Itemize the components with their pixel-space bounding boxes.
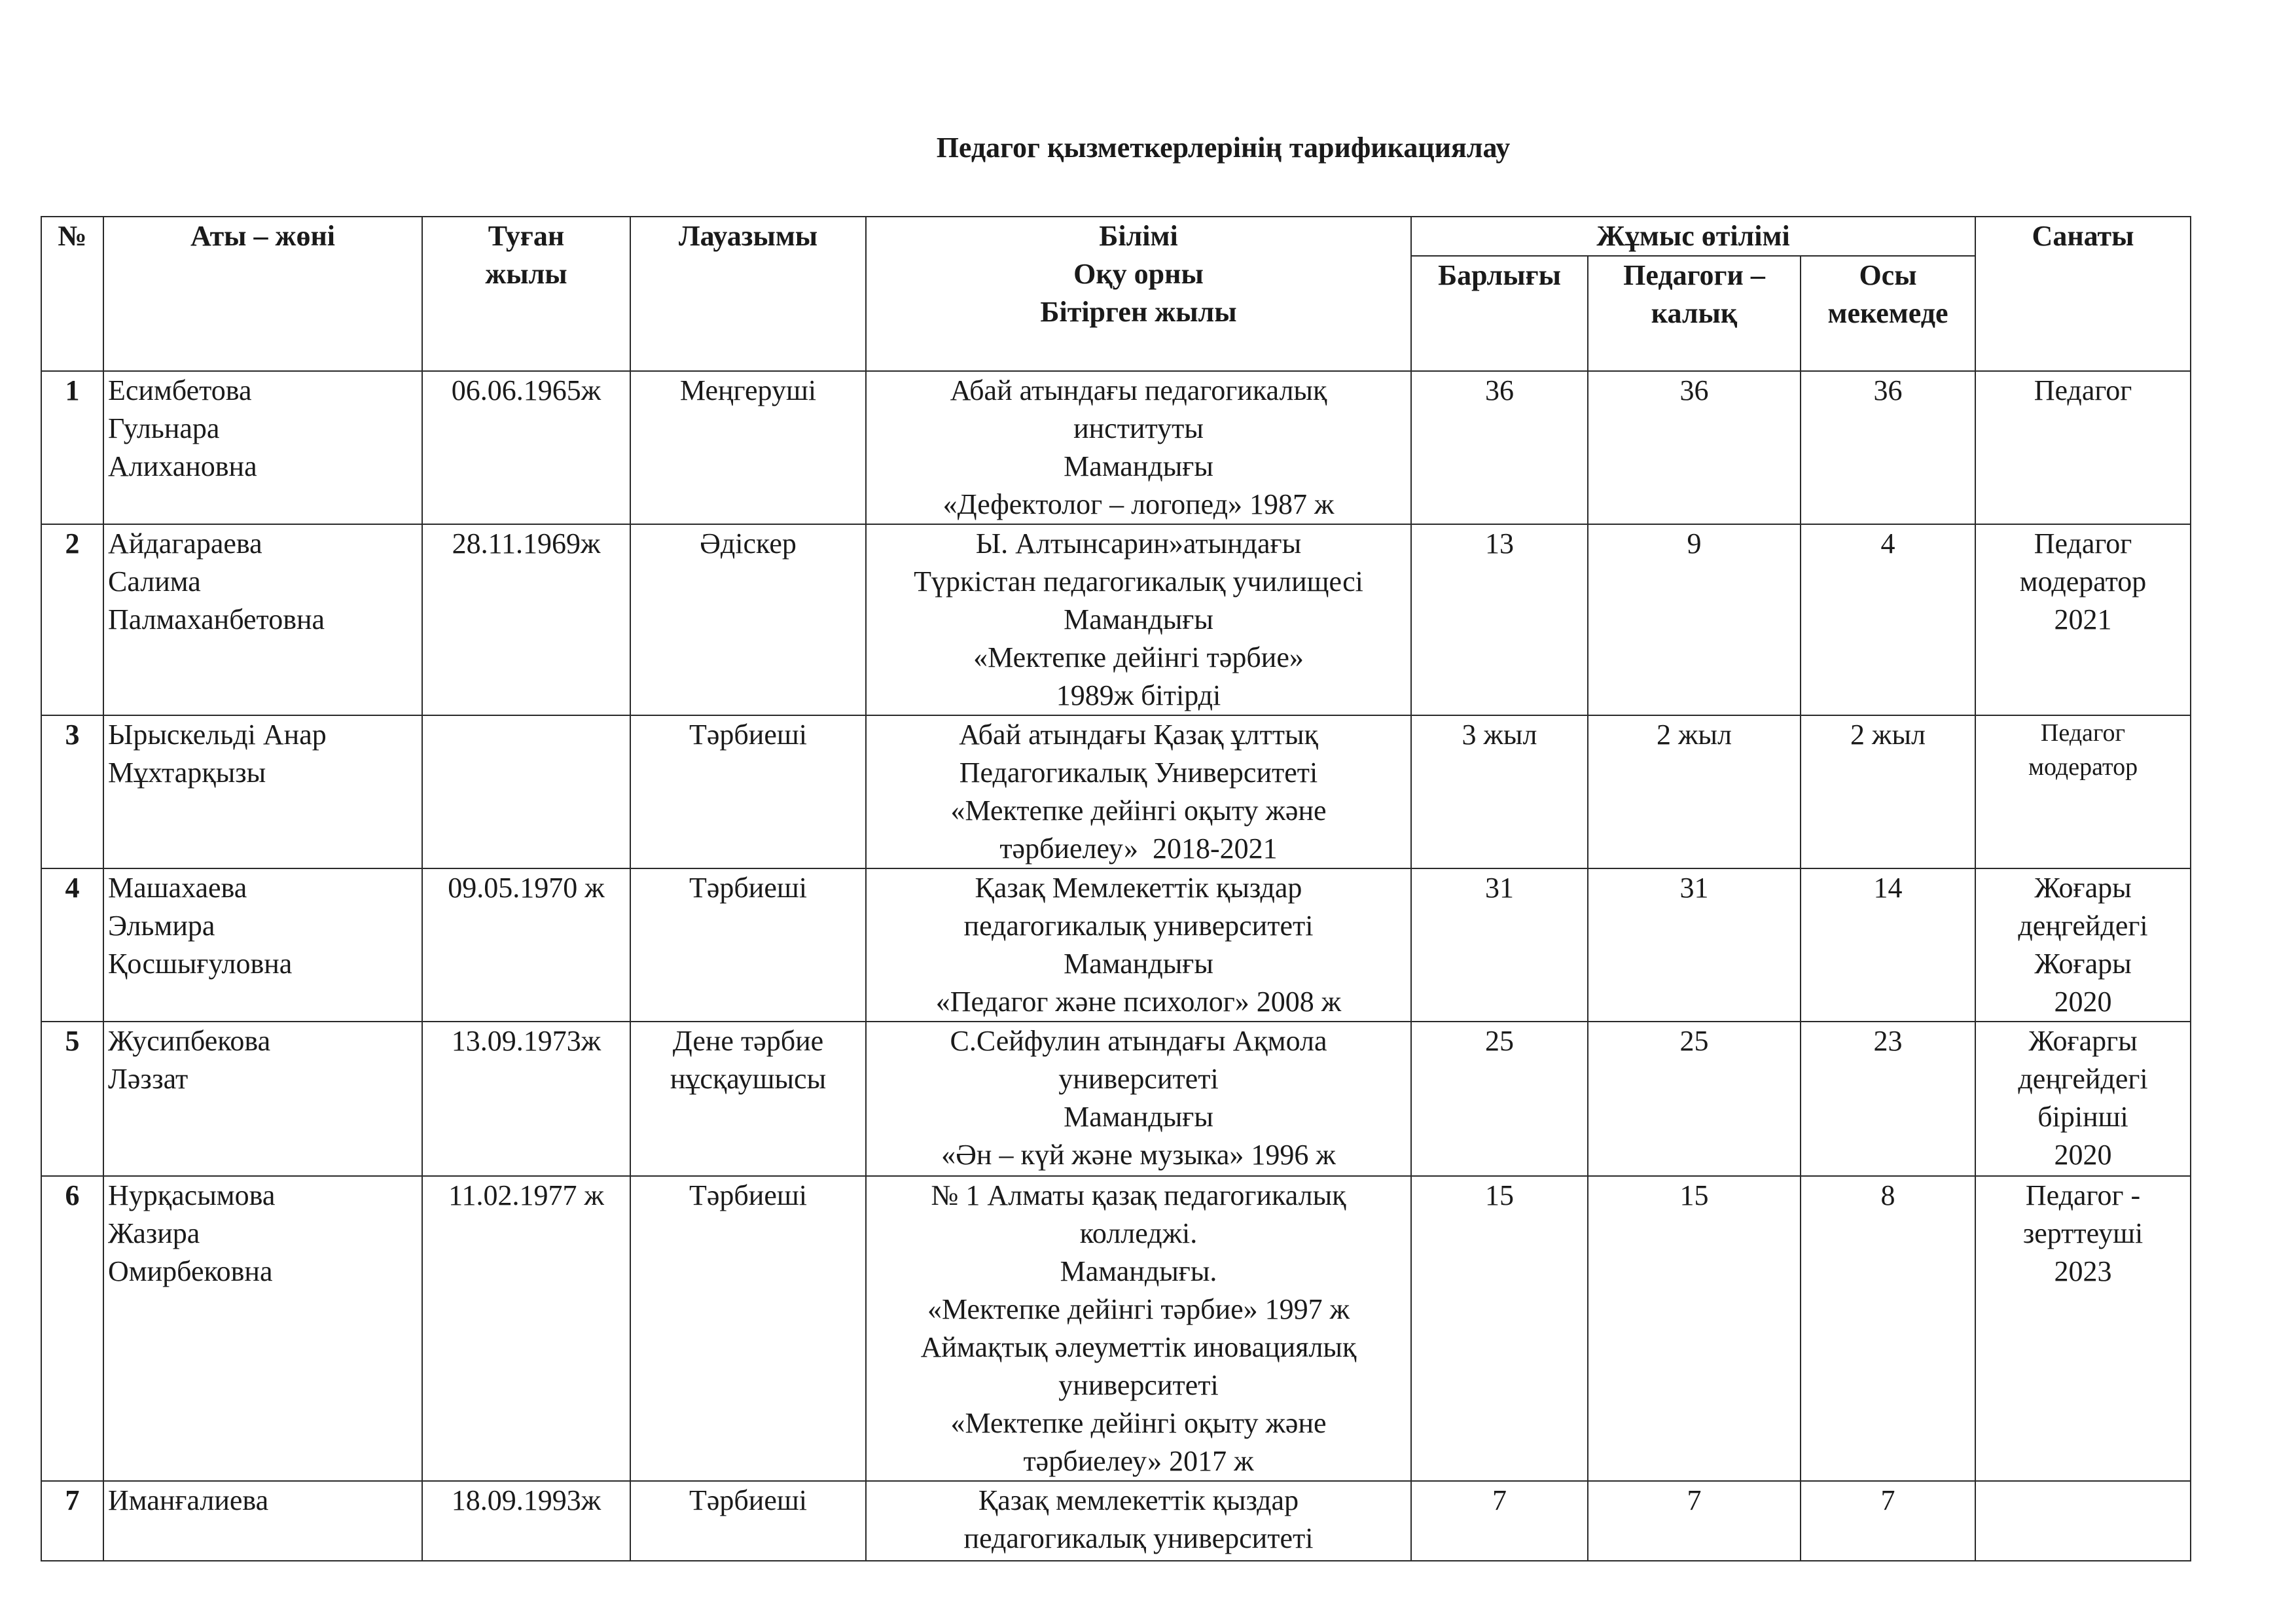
experience-total: 13 — [1411, 524, 1588, 715]
category: Жоғары деңгейдегі Жоғары 2020 — [1975, 868, 2191, 1022]
table-row — [41, 1022, 2191, 1176]
employee-name: Айдагараева Салима Палмаханбетовна — [103, 524, 422, 715]
experience-institution: 4 — [1801, 524, 1975, 715]
row-number: 7 — [41, 1481, 103, 1561]
table-row — [41, 715, 2191, 868]
education: Қазақ Мемлекеттік қыздар педагогикалық университеті Мамандығы «Педагог және психолог» 2008 ж — [866, 868, 1411, 1022]
row-number: 1 — [41, 371, 103, 524]
experience-pedagogical: 9 — [1588, 524, 1801, 715]
employee-name: Ырыскельді Анар Мұхтарқызы — [103, 715, 422, 868]
employee-name: Есимбетова Гульнара Алихановна — [103, 371, 422, 524]
category: Жоғаргы деңгейдегі бірінші 2020 — [1975, 1022, 2191, 1176]
table-row — [41, 1176, 2191, 1481]
header-experience: Жұмыс өтілімі — [1411, 217, 1975, 256]
header-no: № — [41, 217, 103, 371]
position: Әдіскер — [630, 524, 866, 715]
experience-institution: 8 — [1801, 1176, 1975, 1481]
position: Тәрбиеші — [630, 1481, 866, 1561]
row-number: 3 — [41, 715, 103, 868]
table-row — [41, 371, 2191, 524]
header-total: Барлығы — [1411, 256, 1588, 371]
header-name: Аты – жөні — [103, 217, 422, 371]
page-title: Педагог қызметкерлерінің тарификациялау — [936, 132, 1511, 164]
education: Ы. Алтынсарин»атындағы Түркістан педагогикалық училищесі Мамандығы «Мектепке дейінгі тәрбие» 1989ж бітірді — [866, 524, 1411, 715]
birth-date: 09.05.1970 ж — [422, 868, 630, 1022]
experience-total: 25 — [1411, 1022, 1588, 1176]
category — [1975, 1481, 2191, 1561]
experience-pedagogical: 15 — [1588, 1176, 1801, 1481]
birth-date: 28.11.1969ж — [422, 524, 630, 715]
row-number: 4 — [41, 868, 103, 1022]
birth-date: 18.09.1993ж — [422, 1481, 630, 1561]
education: Қазақ мемлекеттік қыздар педагогикалық университеті — [866, 1481, 1411, 1561]
header-institution: Осы мекемеде — [1801, 256, 1975, 371]
table-row — [41, 524, 2191, 715]
category: Педагог - зерттеуші 2023 — [1975, 1176, 2191, 1481]
position: Меңгеруші — [630, 371, 866, 524]
experience-total: 36 — [1411, 371, 1588, 524]
header-category: Санаты — [1975, 217, 2191, 371]
header-pedagogical: Педагоги – калық — [1588, 256, 1801, 371]
education: С.Сейфулин атындағы Ақмола университеті Мамандығы «Ән – күй және музыка» 1996 ж — [866, 1022, 1411, 1176]
employee-name: Машахаева Эльмира Қосшығуловна — [103, 868, 422, 1022]
tarification-table — [41, 216, 2191, 1561]
category: Педагог — [1975, 371, 2191, 524]
experience-total: 31 — [1411, 868, 1588, 1022]
experience-pedagogical: 7 — [1588, 1481, 1801, 1561]
experience-total: 15 — [1411, 1176, 1588, 1481]
position: Дене тәрбие нұсқаушысы — [630, 1022, 866, 1176]
experience-pedagogical: 25 — [1588, 1022, 1801, 1176]
birth-date: 06.06.1965ж — [422, 371, 630, 524]
experience-pedagogical: 36 — [1588, 371, 1801, 524]
header-position: Лауазымы — [630, 217, 866, 371]
experience-institution: 7 — [1801, 1481, 1975, 1561]
birth-date: 13.09.1973ж — [422, 1022, 630, 1176]
table-row — [41, 868, 2191, 1022]
row-number: 2 — [41, 524, 103, 715]
experience-pedagogical: 31 — [1588, 868, 1801, 1022]
experience-total: 7 — [1411, 1481, 1588, 1561]
position: Тәрбиеші — [630, 715, 866, 868]
education: № 1 Алматы қазақ педагогикалық колледжі. Мамандығы. «Мектепке дейінгі тәрбие» 1997 ж Аймақтық әлеуметтік иновациялық университеті «Мектепке дейінгі оқыту және тәрбиелеу» 2017 ж — [866, 1176, 1411, 1481]
position: Тәрбиеші — [630, 1176, 866, 1481]
birth-date: 11.02.1977 ж — [422, 1176, 630, 1481]
category: Педагог модератор — [1975, 715, 2191, 868]
experience-institution: 14 — [1801, 868, 1975, 1022]
experience-institution: 23 — [1801, 1022, 1975, 1176]
header-birth: Туған жылы — [422, 217, 630, 371]
employee-name: Нурқасымова Жазира Омирбековна — [103, 1176, 422, 1481]
position: Тәрбиеші — [630, 868, 866, 1022]
header-education: Білімі Оқу орны Бітірген жылы — [866, 217, 1411, 371]
experience-institution: 36 — [1801, 371, 1975, 524]
table-row — [41, 1481, 2191, 1561]
experience-pedagogical: 2 жыл — [1588, 715, 1801, 868]
education: Абай атындағы Қазақ ұлттық Педагогикалық Университеті «Мектепке дейінгі оқыту және тәрбиелеу» 2018-2021 — [866, 715, 1411, 868]
experience-institution: 2 жыл — [1801, 715, 1975, 868]
employee-name: Иманғалиева — [103, 1481, 422, 1561]
row-number: 5 — [41, 1022, 103, 1176]
birth-date — [422, 715, 630, 868]
education: Абай атындағы педагогикалық институты Мамандығы «Дефектолог – логопед» 1987 ж — [866, 371, 1411, 524]
row-number: 6 — [41, 1176, 103, 1481]
category: Педагог модератор 2021 — [1975, 524, 2191, 715]
employee-name: Жусипбекова Ләззат — [103, 1022, 422, 1176]
experience-total: 3 жыл — [1411, 715, 1588, 868]
